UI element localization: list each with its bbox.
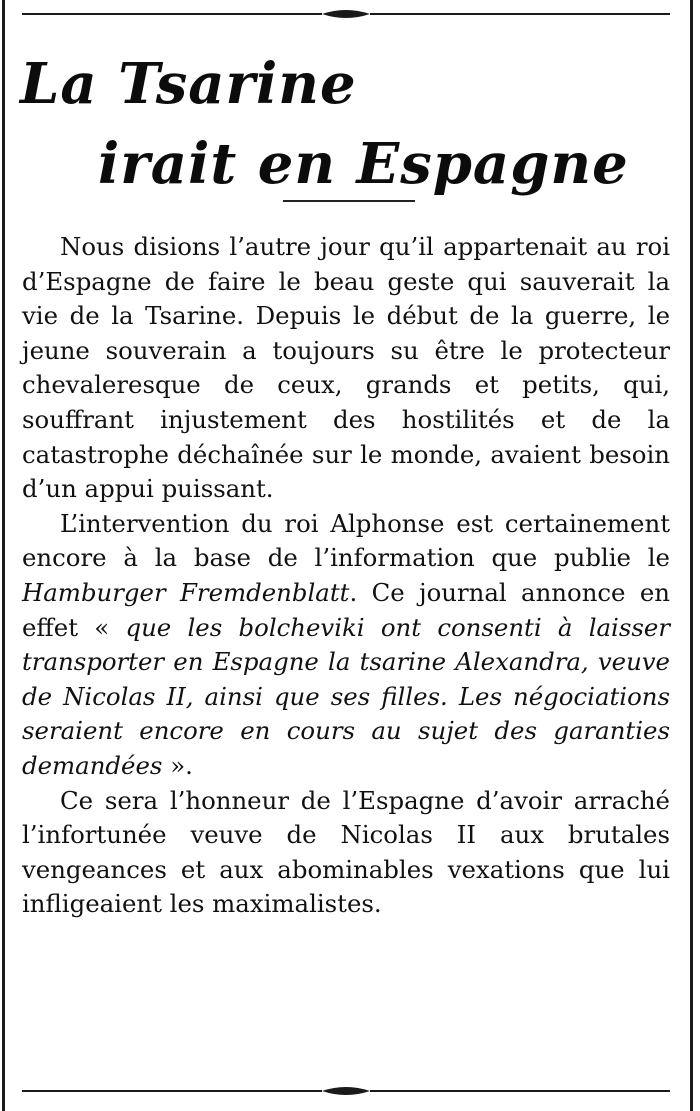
column-rule-right	[690, 0, 693, 1111]
quoted-report: que les bolcheviki ont consenti à laisser transporter en Espagne la tsarine Alexandra, veuve de Nicolas II, ainsi que ses filles. Les négociations seraient encore en cours au sujet des garanties demandées	[22, 612, 670, 780]
paragraph-2-intro: L’intervention du roi Alphonse est certainement encore à la base de l’information que publie le	[22, 508, 670, 573]
paragraph-2-end: ».	[162, 750, 193, 780]
ornamental-rule-bottom	[22, 1081, 670, 1101]
paragraph-2-mid: . Ce journal annonce en effet «	[22, 577, 670, 642]
title-separator-rule	[283, 200, 415, 202]
column-rule-left	[2, 0, 5, 1111]
headline-text-2: irait en Espagne	[98, 131, 629, 197]
paragraph-1: Nous disions l’autre jour qu’il appartenait au roi d’Espagne de faire le beau geste qui sauverait la vie de la Tsarine. Depuis le début de la guerre, le jeune souverain a toujours su être le protecteur chevaleresque de ceux, grands et petits, qui, souffrant injustement des hostilités et de la catastrophe déchaînée sur le monde, avaient besoin d’un appui puissant.	[22, 232, 670, 504]
paragraph-3: Ce sera l’honneur de l’Espagne d’avoir arraché l’infortunée veuve de Nicolas II aux brutales vengeances et aux abominables vexations que lui infligeaient les maximalistes.	[22, 785, 670, 919]
article-body	[22, 230, 670, 922]
ornamental-rule-top	[22, 4, 670, 24]
headline-text-1: La Tsarine	[20, 51, 357, 117]
paragraph-2	[22, 507, 670, 784]
journal-name: Hamburger Fremdenblatt	[22, 577, 350, 607]
